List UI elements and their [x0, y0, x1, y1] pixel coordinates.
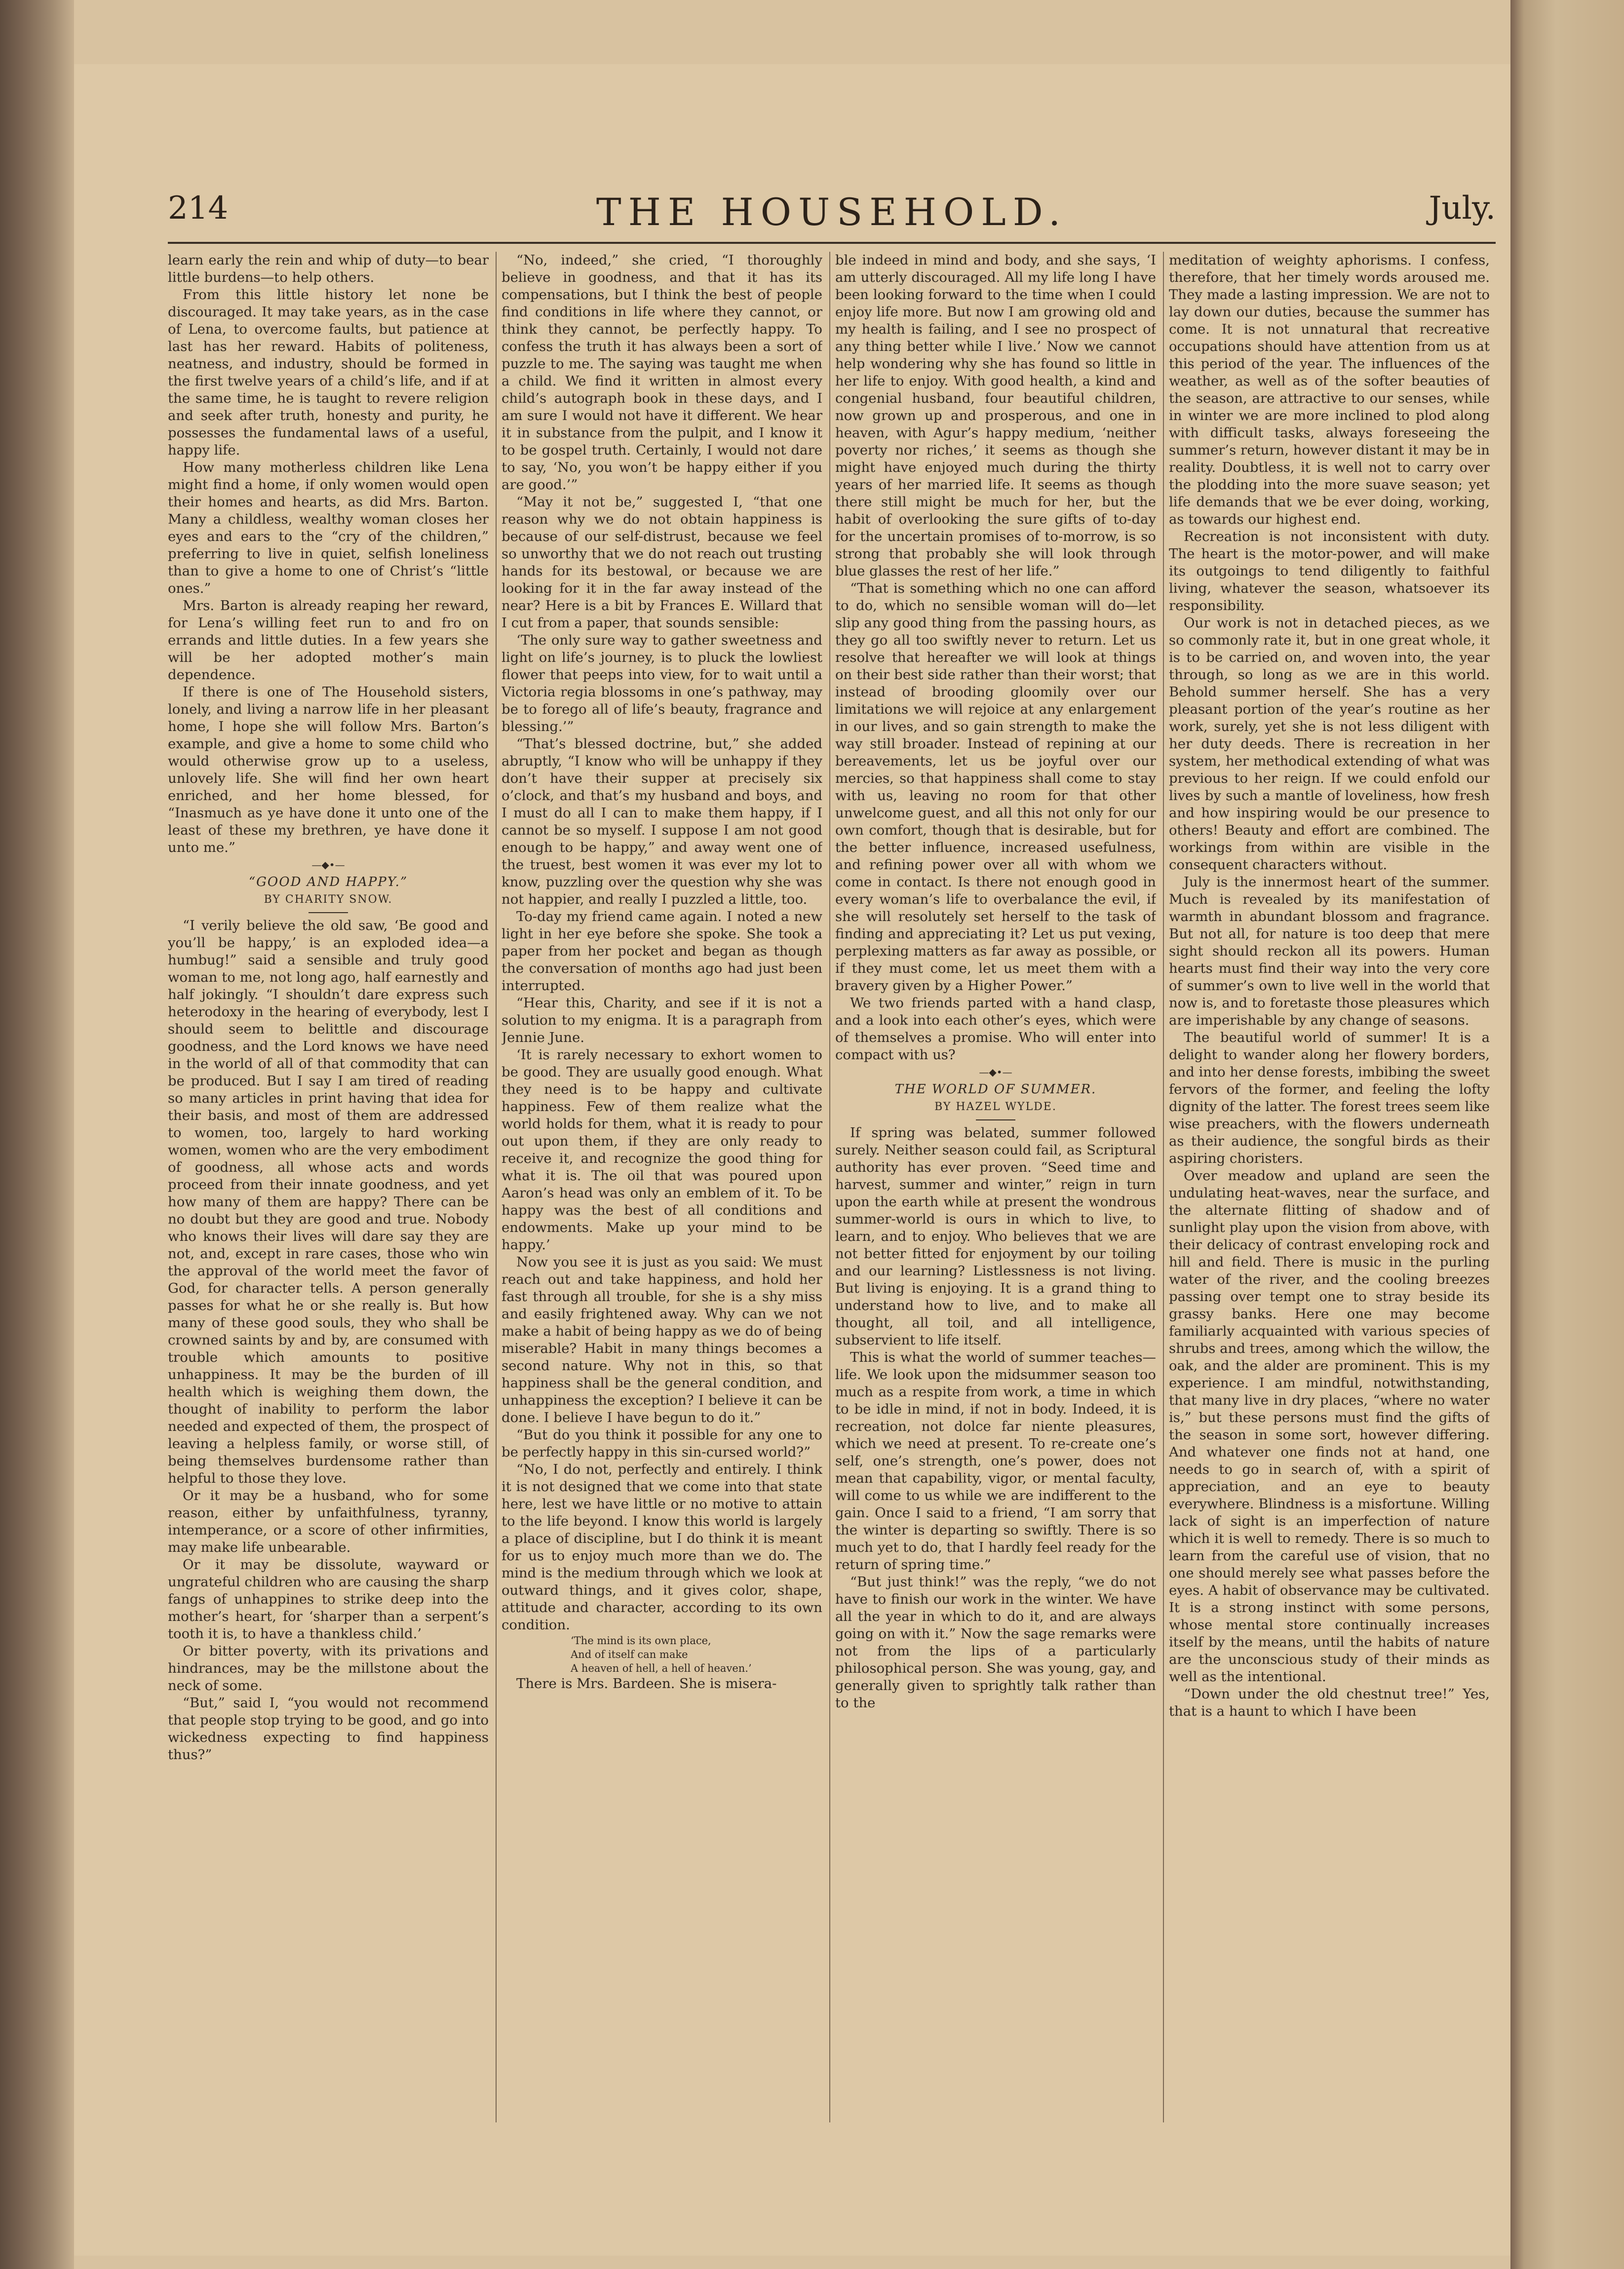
poem-line: And of itself can make — [571, 1649, 688, 1660]
paragraph: “Hear this, Charity, and see if it is not a solution to my enigma. It is a paragraph from Jennie June. — [502, 995, 822, 1045]
byline-rule — [976, 1119, 1015, 1120]
paragraph: The beautiful world of summer! It is a delight to wander along her flowery borders, and into her dense forests, imbibing the sweet fervors of the former, and feeling the lofty dignity of the latter. The forest trees seem like wise preachers, with the flowers underneath as their audience, the songful birds as their aspiring choristers. — [1169, 1030, 1490, 1166]
paragraph: “But do you think it possible for any one to be perfectly happy in this sin-cursed world?” — [502, 1427, 822, 1460]
paragraph: “That’s blessed doctrine, but,” she added abruptly, “I know who will be unhappy if they don’t have their supper at precisely six o’clock, and that’s my husband and boys, and I must do all I can to make them happy, if I cannot be so myself. I suppose I am not good enough to be happy,” and away went one of the truest, best women it was ever my lot to know, puzzling over the question why she was not happier, and really I puzzled a little, too. — [502, 736, 822, 907]
poem-line: ‘The mind is its own place, — [571, 1635, 711, 1647]
paragraph: To-day my friend came again. I noted a new light in her eye before she spoke. She took a paper from her pocket and began as though the conversation of months ago had just been interrupted. — [502, 909, 822, 994]
paragraph: Or it may be a husband, who for some reason, either by unfaithfulness, tyranny, intemperance, or a score of other infirmities, may make life unbearable. — [168, 1488, 489, 1555]
paragraph: This is what the world of summer teaches—life. We look upon the midsummer season too much as a respite from work, a time in which to be idle in mind, if not in body. Indeed, it is recreation, not dolce far niente pleasures, which we need at present. To re-create one’s self, one’s strength, one’s power, does not mean that capability, vigor, or mental faculty, will come to us while we are indifferent to the gain. Once I said to a friend, “I am sorry that the winter is departing so swiftly. There is so much yet to do, that I hardly feel ready for the return of spring time.” — [835, 1349, 1156, 1573]
paragraph: Our work is not in detached pieces, as we so commonly rate it, but in one great whole, it is to be carried on, and woven into, the year through, so long as we are in this world. Behold summer herself. She has a very pleasant portion of the year’s routine as her work, surely, yet she is not less diligent with her duty deeds. There is recreation in her system, her methodical extending of what was previous to her reign. If we could enfold our lives by such a mantle of loveliness, how fresh and how inspiring would be our presence to others! Beauty and effort are combined. The workings from within are visible in the consequent characters without. — [1169, 615, 1490, 873]
paragraph: “That is something which no one can afford to do, which no sensible woman will do—let slip any good thing from the passing hours, as they go all too swiftly never to return. Let us resolve that hereafter we will look at things on their best side rather than their worst; that instead of brooding gloomily over our limitations we will rejoice at any enlargement in our lives, and so gain strength to make the way still broader. Instead of repining at our bereavements, let us be joyful over our mercies, so that happiness shall come to stay with us, leaving no room for that other unwelcome guest, and all this not only for our own comfort, though that is desirable, but for the better influence, increased usefulness, and refining power over all with whom we come in contact. Is there not enough good in every woman’s life to overbalance the evil, if she will resolutely set herself to the task of finding and appreciating it? Let us put vexing, perplexing matters as far away as possible, or if they must come, let us meet them with a bravery given by a Higher Power.” — [835, 580, 1156, 994]
paragraph: If spring was belated, summer followed surely. Neither season could fail, as Scriptural authority has ever proven. “Seed time and harvest, summer and winter,” reign in turn upon the earth while at present the wondrous summer-world is ours in which to live, to learn, and to enjoy. Who believes that we are not better fitted for enjoyment by our toiling and our learning? Listlessness is not living. But living is enjoying. It is a grand thing to understand how to live, and to make all thought, all toil, and all intelligence, subservient to life itself. — [835, 1125, 1156, 1348]
byline-rule — [309, 912, 348, 913]
paragraph: “But just think!” was the reply, “we do not have to finish our work in the winter. We have all the year in which to do it, and are always going on with it.” Now the sage remarks were not from the lips of a particularly philosophical person. She was young, gay, and generally given to sprightly talk rather than to the — [835, 1574, 1156, 1711]
paragraph: “Down under the old chestnut tree!” Yes, that is a haunt to which I have been — [1169, 1686, 1490, 1719]
paragraph: Or it may be dissolute, wayward or ungrateful children who are causing the sharp fangs of unhappines to strike deep into the mother’s heart, for ‘sharper than a serpent’s tooth it is, to have a thankless child.’ — [168, 1557, 489, 1642]
paragraph: Now you see it is just as you said: We must reach out and take happiness, and hold her fast through all trouble, for she is a shy miss and easily frightened away. Why can we not make a habit of being happy as we do of being miserable? Habit in many things becomes a second nature. Why not in this, so that happiness shall be the general condition, and unhappiness the exception? I believe it can be done. I believe I have begun to do it.” — [502, 1254, 822, 1425]
column-divider — [829, 252, 830, 2122]
paragraph: How many motherless children like Lena might find a home, if only women would open their homes and hearts, as did Mrs. Barton. Many a childless, wealthy woman closes her eyes and ears to the “cry of the children,” preferring to live in quiet, selfish loneliness than to give a home to one of Christ’s “little ones.” — [168, 460, 489, 596]
paragraph: meditation of weighty aphorisms. I confess, therefore, that her timely words aroused me. They made a lasting impression. We are not to lay down our duties, because the summer has come. It is not unnatural that recreative occupations should have attention from us at this period of the year. The influences of the weather, as well as of the softer beauties of the season, are attractive to our senses, while in winter we are more inclined to plod along with difficult tasks, always foreseeing the summer’s return, however distant it may be in reality. Doubtless, it is well not to carry over the plodding into the more suave season; yet life demands that we be ever doing, working, as towards our highest end. — [1169, 252, 1490, 527]
paragraph: There is Mrs. Bardeen. She is misera- — [516, 1676, 777, 1692]
paragraph: ‘It is rarely necessary to exhort women to be good. They are usually good enough. What they need is to be happy and cultivate happiness. Few of them realize what the world holds for them, what it is ready to pour out upon them, if they are only ready to receive it, and recognize the good thing for what it is. The oil that was poured upon Aaron’s head was only an emblem of it. To be happy was the best of all conditions and endowments. Make up your mind to be happy.’ — [502, 1047, 822, 1253]
paragraph: “I verily believe the old saw, ‘Be good and you’ll be happy,’ is an exploded idea—a humbug!” said a sensible and truly good woman to me, not long ago, half earnestly and half jokingly. “I shouldn’t dare express such heterodoxy in the hearing of everybody, lest I should seem to belittle and discourage goodness, and the Lord knows we have need in the world of all of that commodity that can be produced. But I say I am tired of reading so many articles in print having that idea for their basis, and most of them are addressed to women, too, largely to hard working women, women who are the very embodiment of goodness, all whose acts and words proceed from their innate goodness, and yet how many of them are happy? There can be no doubt but they are good and true. Nobody who knows their lives will dare say they are not, and, except in rare cases, those who win the approval of the world meet the favor of God, for character tells. A person generally passes for what he or she really is. But how many of these good souls, they who shall be crowned saints by and by, are consumed with trouble which amounts to positive unhappiness. It may be the burden of ill health which is weighing them down, the thought of inability to perform the labor needed and expected of them, the prospect of leaving a helpless family, or worse still, of being themselves burdensome rather than helpful to those they love. — [168, 918, 489, 1486]
page-number: 214 — [168, 190, 229, 227]
column-3 — [835, 252, 1156, 2113]
paragraph: Mrs. Barton is already reaping her reward, for Lena’s willing feet run to and fro on errands and little duties. In a few years she will be her adopted mother’s main dependence. — [168, 598, 489, 683]
paragraph: ‘The only sure way to gather sweetness and light on life’s journey, is to pluck the lowliest flower that peeps into view, for to wait until a Victoria regia blossoms in one’s pathway, may be to forego all of life’s beauty, fragrance and blessing.’” — [502, 632, 822, 734]
paragraph: July is the innermost heart of the summer. Much is revealed by its manifestation of warmth in abundant blossom and fragrance. But not all, for nature is too deep that mere sight should reckon all its powers. Human hearts must find their way into the very core of summer’s own to live well in the world that now is, and to foretaste those pleasures which are imperishable by any change of seasons. — [1169, 874, 1490, 1028]
book-binding — [0, 0, 74, 2269]
paragraph: ble indeed in mind and body, and she says, ‘I am utterly discouraged. All my life long I have been looking forward to the time when I could enjoy life more. But now I am growing old and my health is failing, and I see no prospect of any thing better while I live.’ Now we cannot help wondering why she has found so little in her life to enjoy. With good health, a kind and congenial husband, four beautiful children, now grown up and prosperous, and one in heaven, with Agur’s happy medium, ‘neither poverty nor riches,’ it seems as though she might have enjoyed much during the thirty years of her married life. It seems as though there still might be much for her, but the habit of overlooking the sure gifts of to-day for the uncertain promises of to-morrow, is so strong that probably she will look through blue glasses the rest of her life.” — [835, 252, 1156, 579]
article-byline: BY HAZEL WYLDE. — [934, 1101, 1057, 1113]
column-divider — [496, 252, 497, 2122]
paragraph: We two friends parted with a hand clasp, and a look into each other’s eyes, which were of themselves a promise. Who will enter into compact with us? — [835, 995, 1156, 1063]
column-divider — [1163, 252, 1164, 2122]
issue-month: July. — [1429, 190, 1496, 227]
header-rule — [168, 242, 1496, 244]
section-ornament: —◆•— — [311, 859, 345, 871]
paragraph: “No, I do not, perfectly and entirely. I think it is not designed that we come into that state here, lest we have little or no motive to attain to the life beyond. I know this world is largely a place of discipline, but I do think it is meant for us to enjoy much more than we do. The mind is the medium through which we look at outward things, and it gives color, shape, attitude and character, according to its own condition. — [502, 1461, 822, 1633]
running-header — [168, 190, 1496, 244]
article-byline: BY CHARITY SNOW. — [264, 893, 393, 906]
paragraph: “May it not be,” suggested I, “that one reason why we do not obtain happiness is because of our self-distrust, because we feel so unworthy that we do not reach out trusting hands for its bestowal, or because we are looking for it in the far away instead of the near? Here is a bit by Frances E. Willard that I cut from a paper, that sounds sensible: — [502, 494, 822, 631]
paragraph: learn early the rein and whip of duty—to bear little burdens—to help others. — [168, 252, 489, 285]
paragraph: “No, indeed,” she cried, “I thoroughly believe in goodness, and that it has its compensations, but I think the best of people find conditions in life where they cannot, or think they cannot, be perfectly happy. To confess the truth it has always been a sort of puzzle to me. The saying was taught me when a child. We find it written in almost every child’s autograph book in these days, and I am sure I would not have it different. We hear it in substance from the pulpit, and I know it to be gospel truth. Certainly, I would not dare to say, ‘No, you won’t be happy either if you are good.’” — [502, 252, 822, 493]
section-ornament: —◆•— — [979, 1066, 1012, 1078]
adjacent-page-edge — [1510, 0, 1624, 2269]
paragraph: Or bitter poverty, with its privations and hindrances, may be the millstone about the neck of some. — [168, 1643, 489, 1693]
paragraph: Recreation is not inconsistent with duty. The heart is the motor-power, and will make its outgoings to tend diligently to faithful living, whatever the season, whatsoever its responsibility. — [1169, 529, 1490, 614]
paragraph: “But,” said I, “you would not recommend that people stop trying to be good, and go into wickedness expecting to find happiness thus?” — [168, 1695, 489, 1763]
article-title: “GOOD AND HAPPY.” — [248, 875, 408, 889]
column-2 — [502, 252, 822, 2113]
column-1 — [168, 252, 489, 2113]
article-title: THE WORLD OF SUMMER. — [894, 1082, 1097, 1097]
column-4 — [1169, 252, 1490, 2113]
paragraph: Over meadow and upland are seen the undulating heat-waves, near the surface, and the alternate flitting of shadow and of sunlight play upon the vision from above, with their delicacy of contrast enveloping rock and hill and field. There is music in the purling water of the river, and the cooling breezes passing over tempt one to stray beside its grassy banks. Here one may become familiarly acquainted with various species of shrubs and trees, among which the willow, the oak, and the alder are prominent. This is my experience. I am mindful, notwithstanding, that many live in dry places, “where no water is,” but these persons must find the gifts of the season in some sort, however differing. And whatever one finds not at hand, one needs to go in search of, with a spirit of appreciation, and an eye to beauty everywhere. Blindness is a misfortune. Willing lack of sight is an imperfection of nature which it is well to remedy. There is so much to learn from the careful use of vision, that no one should merely see what passes before the eyes. A habit of observance may be cultivated. It is a strong instinct with some persons, whose mental store continually increases itself by the means, until the habits of nature are the unconscious study of their minds as well as the intentional. — [1169, 1168, 1490, 1685]
publication-title: THE HOUSEHOLD. — [596, 190, 1068, 234]
paragraph: If there is one of The Household sisters, lonely, and living a narrow life in her pleasant home, I hope she will follow Mrs. Barton’s example, and give a home to some child who would otherwise grow up to a useless, unlovely life. She will find her own heart enriched, and her home blessed, for “Inasmuch as ye have done it unto one of the least of these my brethren, ye have done it unto me.” — [168, 684, 489, 855]
paragraph: From this little history let none be discouraged. It may take years, as in the case of Lena, to overcome faults, but patience at last has her reward. Habits of politeness, neatness, and industry, should be formed in the first twelve years of a child’s life, and if at the same time, he is taught to revere religion and seek after truth, honesty and purity, he possesses the fundamental laws of a useful, happy life. — [168, 287, 489, 458]
poem-line: A heaven of hell, a hell of heaven.’ — [571, 1662, 752, 1674]
